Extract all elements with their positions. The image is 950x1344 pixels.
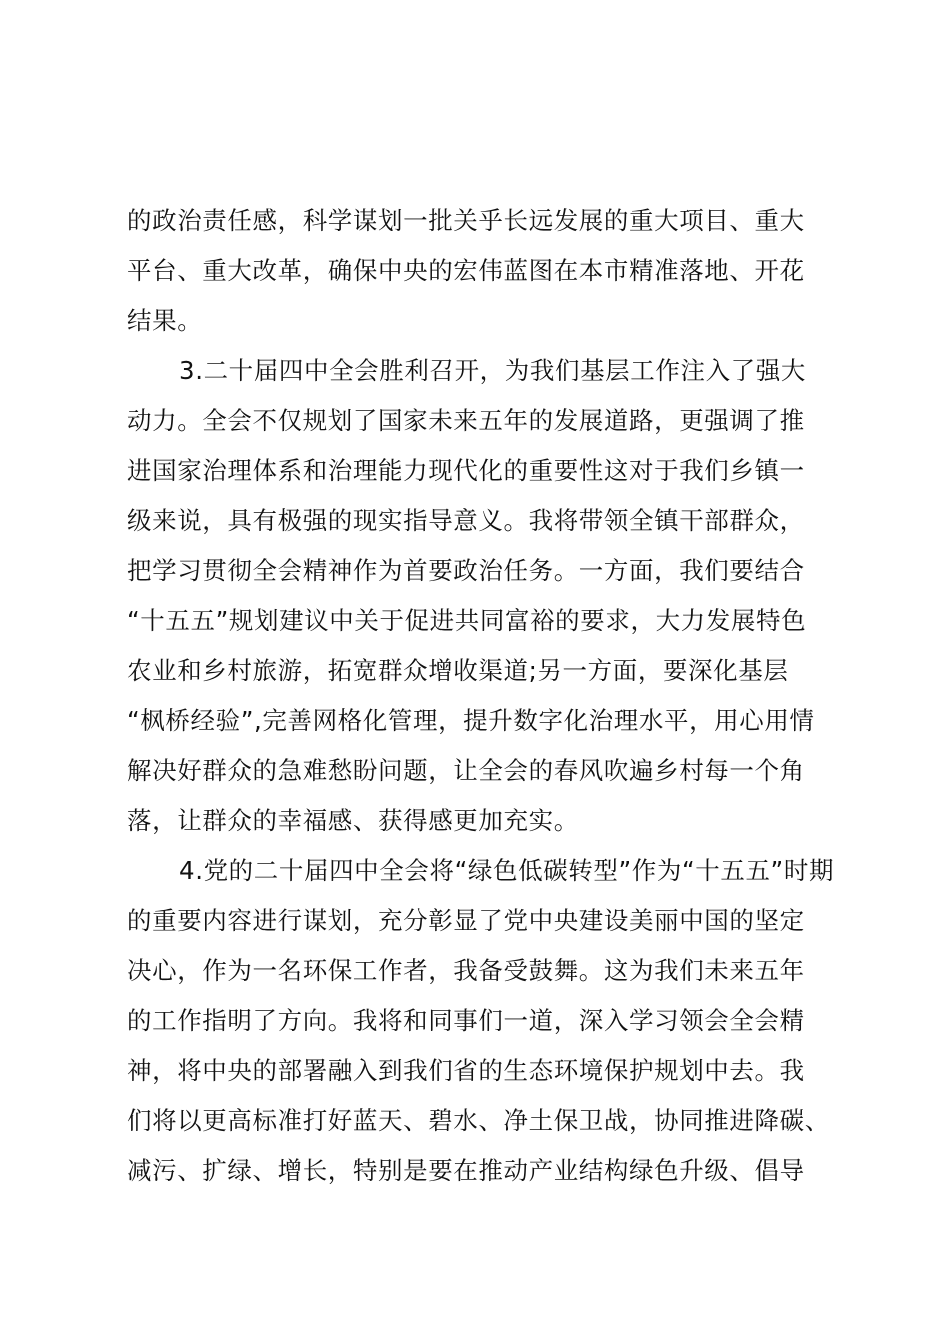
paragraph-4-line-4: 的工作指明了方向。我将和同事们一道，深入学习领会全会精 bbox=[127, 1006, 805, 1035]
paragraph-3-line-7: 农业和乡村旅游，拓宽群众增收渠道;另一方面，要深化基层 bbox=[127, 656, 789, 685]
paragraph-3-line-2: 动力。全会不仅规划了国家未来五年的发展道路，更强调了推 bbox=[127, 406, 805, 435]
document-body bbox=[127, 196, 835, 1196]
paragraph-4-line-6: 们将以更高标准打好蓝天、碧水、净土保卫战，协同推进降碳、 bbox=[127, 1106, 830, 1135]
paragraph-3-line-1: 3.二十届四中全会胜利召开，为我们基层工作注入了强大 bbox=[179, 356, 806, 385]
paragraph-4-line-7: 减污、扩绿、增长，特别是要在推动产业结构绿色升级、倡导 bbox=[127, 1156, 805, 1185]
paragraph-3-line-6: “十五五”规划建议中关于促进共同富裕的要求，大力发展特色 bbox=[127, 606, 807, 635]
paragraph-4-line-1: 4.党的二十届四中全会将“绿色低碳转型”作为“十五五”时期 bbox=[179, 856, 835, 885]
paragraph-3-line-5: 把学习贯彻全会精神作为首要政治任务。一方面，我们要结合 bbox=[127, 556, 805, 585]
paragraph-3-line-9: 解决好群众的急难愁盼问题，让全会的春风吹遍乡村每一个角 bbox=[127, 756, 805, 785]
paragraph-3-line-3: 进国家治理体系和治理能力现代化的重要性这对于我们乡镇一 bbox=[127, 456, 805, 485]
paragraph-1-line-1: 的政治责任感，科学谋划一批关乎长远发展的重大项目、重大 bbox=[127, 206, 805, 235]
paragraph-1-line-3: 结果。 bbox=[127, 306, 203, 335]
paragraph-4-line-5: 神，将中央的部署融入到我们省的生态环境保护规划中去。我 bbox=[127, 1056, 805, 1085]
paragraph-3-line-4: 级来说，具有极强的现实指导意义。我将带领全镇干部群众， bbox=[127, 506, 805, 535]
paragraph-1-line-2: 平台、重大改革，确保中央的宏伟蓝图在本市精准落地、开花 bbox=[127, 256, 805, 285]
paragraph-4-line-3: 决心，作为一名环保工作者，我备受鼓舞。这为我们未来五年 bbox=[127, 956, 805, 985]
paragraph-3-line-10: 落，让群众的幸福感、获得感更加充实。 bbox=[127, 806, 579, 835]
paragraph-4-line-2: 的重要内容进行谋划，充分彰显了党中央建设美丽中国的坚定 bbox=[127, 906, 805, 935]
paragraph-3-line-8: “枫桥经验”,完善网格化管理，提升数字化治理水平，用心用情 bbox=[127, 706, 815, 735]
